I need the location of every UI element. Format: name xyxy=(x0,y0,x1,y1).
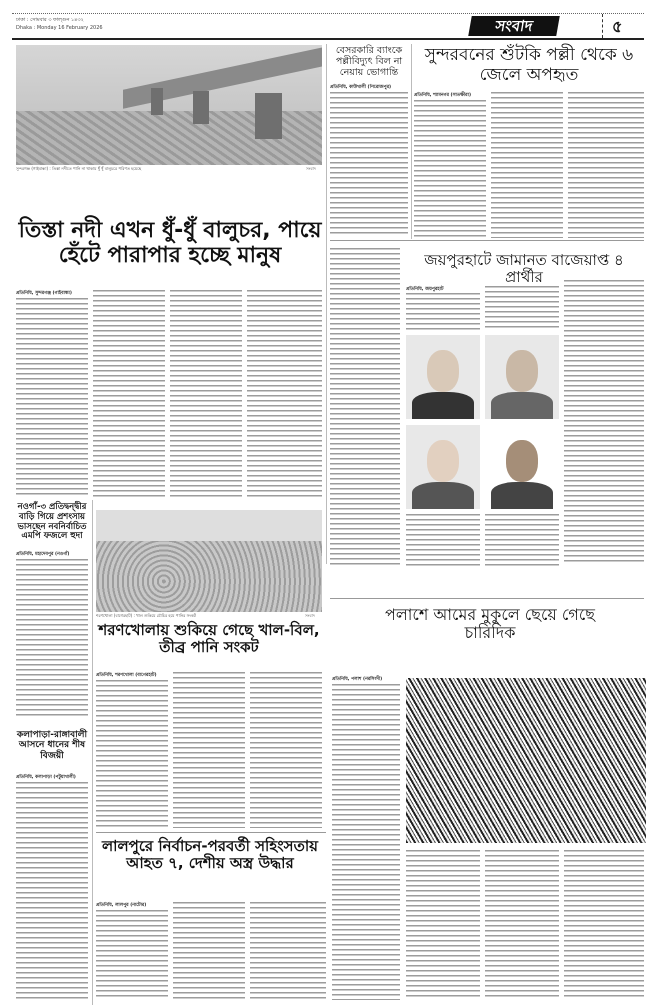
date-english: Dhaka : Monday 16 February 2026 xyxy=(16,25,103,31)
lalpur-body-col2 xyxy=(173,902,245,1000)
palash-body-col2 xyxy=(406,850,480,1000)
section-rule xyxy=(96,832,326,833)
naogaon-headline: নওগাঁ-৩ প্রতিদ্বন্দ্বীর বাড়ি গিয়ে প্রশংসায় ভাসছেন নবনির্বাচিত এমপি ফজলে হুদা xyxy=(17,502,87,542)
mango-blossom-photo xyxy=(406,678,646,843)
joypurhat-body-col2 xyxy=(485,286,559,331)
teesta-body-col2 xyxy=(93,290,165,498)
candidate-portrait-3 xyxy=(406,425,480,509)
naogaon-body xyxy=(16,559,88,719)
page-separator xyxy=(602,14,603,38)
joypurhat-body-col1b xyxy=(406,514,480,566)
kalapara-byline: প্রতিনিধি, কলাপাড়া (পটুয়াখালী) xyxy=(16,775,76,780)
lalpur-body-col3 xyxy=(250,902,326,1000)
candidate-portrait-2 xyxy=(485,335,559,419)
sharankhola-field-photo xyxy=(96,510,322,612)
sundarbans-body-col1 xyxy=(414,100,486,238)
teesta-photo-credit: সংবাদ xyxy=(306,166,316,171)
sundarbans-headline: সুন্দরবনের শুঁটকি পল্লী থেকে ৬ জেলে অপহৃত xyxy=(424,45,634,85)
sundarbans-byline: প্রতিনিধি, শ্যামনগর (সাতক্ষীরা) xyxy=(414,93,472,98)
sharankhola-headline: শরণখোলায় শুকিয়ে গেছে খাল-বিল, তীব্র পানি সংকট xyxy=(98,621,320,657)
palash-byline: প্রতিনিধি, পলাশ (নরসিংদী) xyxy=(332,677,383,682)
sharankhola-photo-credit: সংবাদ xyxy=(305,613,315,618)
joypurhat-byline: প্রতিনিধি, জয়পুরহাট xyxy=(406,287,444,292)
kalapara-headline: কলাপাড়া-রাঙ্গাবালী আসনে ধানের শীষ বিজয়ী xyxy=(16,730,88,761)
column-rule xyxy=(92,500,93,1005)
bank-body xyxy=(330,92,408,237)
palash-body-col1 xyxy=(332,684,400,1000)
naogaon-byline: প্রতিনিধি, মহাদেবপুর (নওগাঁ) xyxy=(16,552,70,557)
sharankhola-body-col1 xyxy=(96,680,168,828)
column-rule xyxy=(411,44,412,239)
teesta-bridge-photo xyxy=(16,45,322,165)
bank-headline: বেসরকারি ব্যাংকে পল্লীবিদ্যুৎ বিল না নেয়ায় ভোগান্তি xyxy=(335,45,403,78)
palash-body-col3 xyxy=(485,850,559,1000)
joypurhat-headline: জয়পুরহাটে জামানত বাজেয়াপ্ত ৪ প্রার্থীর xyxy=(424,251,624,287)
joypurhat-body-col1 xyxy=(406,293,480,331)
teesta-headline: তিস্তা নদী এখন ধুঁ-ধুঁ বালুচর, পায়ে হেঁটে পারাপার হচ্ছে মানুষ xyxy=(18,218,322,269)
kalapara-body xyxy=(16,782,88,1000)
teesta-body-col1 xyxy=(16,298,88,498)
date-bangla: ঢাকা : সোমবার ৩ ফাল্গুন ১৪৩২ xyxy=(16,17,84,23)
section-rule xyxy=(330,598,644,599)
sundarbans-body-col2 xyxy=(491,92,563,238)
section-rule xyxy=(330,240,644,241)
sharankhola-byline: প্রতিনিধি, শরণখোলা (বাগেরহাট) xyxy=(96,673,157,678)
sundarbans-body-col3 xyxy=(568,92,644,238)
teesta-body-col4 xyxy=(247,290,322,498)
teesta-body-col3 xyxy=(170,290,242,498)
dateline xyxy=(16,16,103,32)
newspaper-logo: সংবাদ xyxy=(468,16,560,36)
candidate-portrait-1 xyxy=(406,335,480,419)
candidate-portrait-4 xyxy=(485,425,559,509)
sharankhola-photo-caption: শরণখোলা (বাগেরহাট) : খাল শুকিয়ে চৌচির হয়ে পানির সংকট xyxy=(96,613,196,618)
masthead-top-rule xyxy=(12,13,644,14)
teesta-photo-caption: সুন্দরগঞ্জ (গাইবান্ধা) : তিস্তা নদীতে পানি না থাকায় ধুঁ ধুঁ বালুচরে পরিণত হয়েছে xyxy=(16,166,142,171)
lalpur-body-col1 xyxy=(96,910,168,1000)
page-number: ৫ xyxy=(612,17,623,36)
lalpur-headline: লালপুরে নির্বাচন-পরবর্তী সহিংসতায় আহত ৭, দেশীয় অস্ত্র উদ্ধার xyxy=(101,837,319,873)
palash-body-col4 xyxy=(564,850,644,1000)
sharankhola-body-col2 xyxy=(173,672,245,828)
sharankhola-body-col3 xyxy=(250,672,322,828)
masthead-bottom-rule xyxy=(12,38,644,40)
joypurhat-body-col2b xyxy=(485,514,559,566)
sundarbans-continuation xyxy=(330,248,400,568)
column-rule xyxy=(326,44,327,564)
joypurhat-body-col3 xyxy=(564,280,644,565)
palash-headline: পলাশে আমের মুকুলে ছেয়ে গেছে চারিদিক xyxy=(384,605,595,643)
teesta-byline: প্রতিনিধি, সুন্দরগঞ্জ (গাইবান্ধা) xyxy=(16,291,72,296)
bank-byline: প্রতিনিধি, কাউখালী (পিরোজপুর) xyxy=(330,85,392,90)
lalpur-byline: প্রতিনিধি, লালপুর (নাটোর) xyxy=(96,903,147,908)
